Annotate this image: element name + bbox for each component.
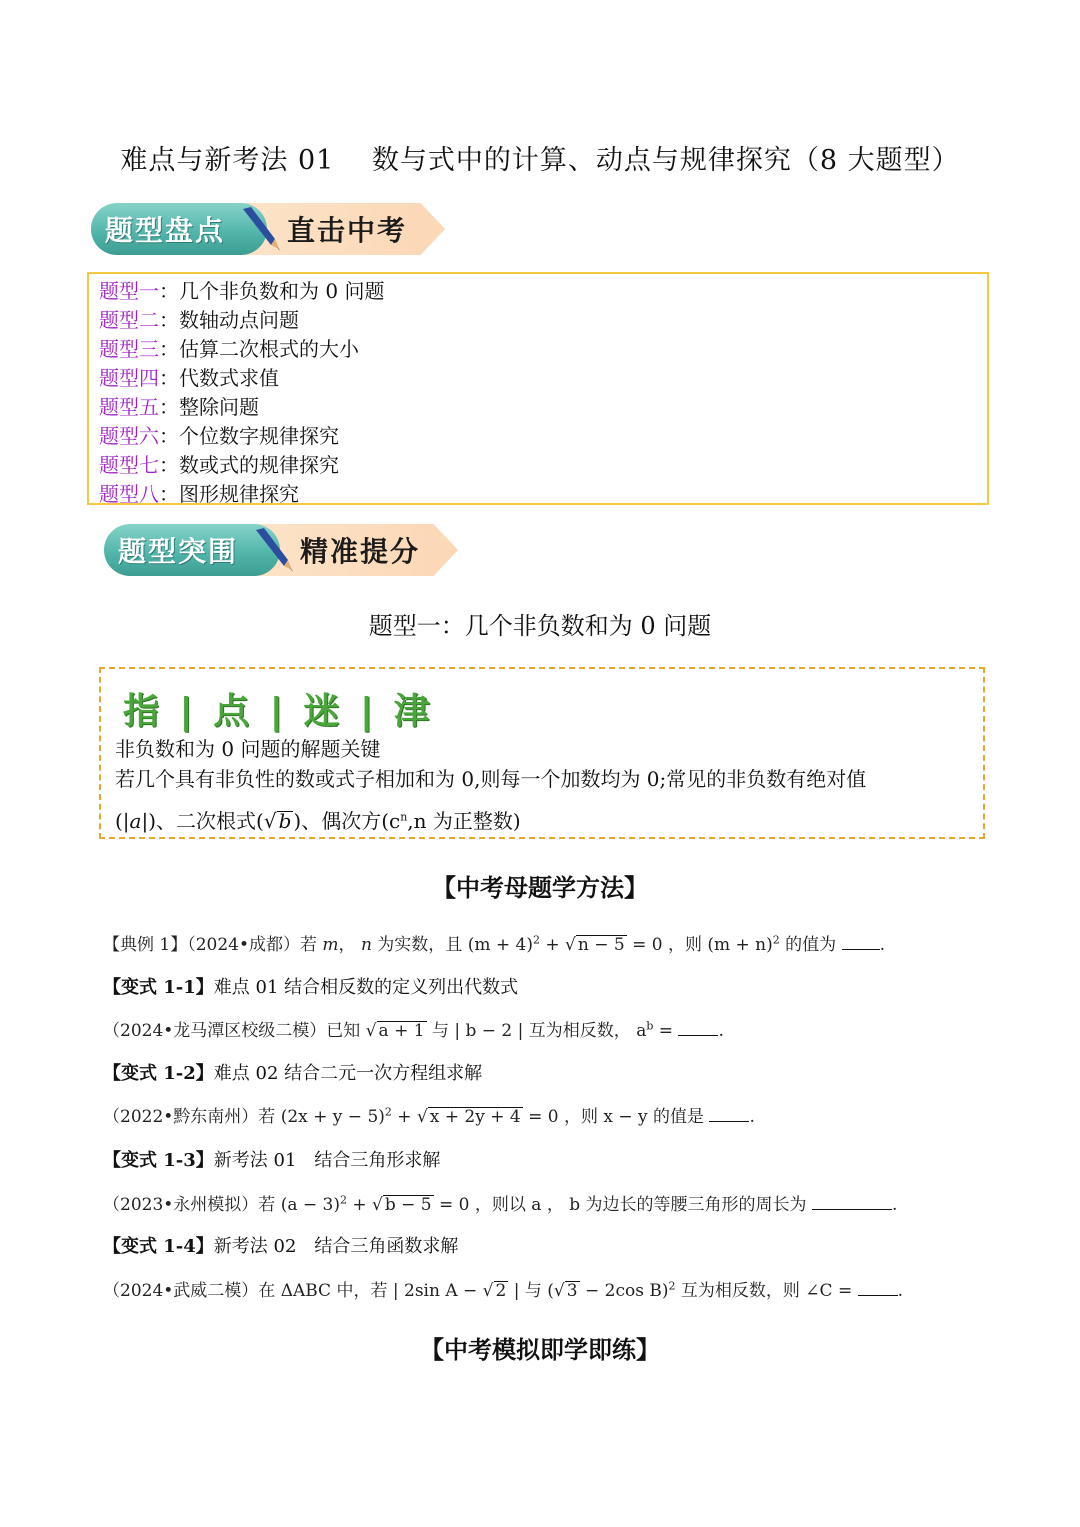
document-title: 难点与新考法 01 数与式中的计算、动点与规律探究（8 大题型） <box>120 145 960 176</box>
variant-heading: 【变式 1-3】新考法 01 结合三角形求解 <box>103 1150 441 1171</box>
list-item[interactable]: 题型六：个位数字规律探究 <box>99 424 339 448</box>
variant-question: （2023•永州模拟）若 $(a - 3)^2$ + √ b − 5 = 0 ，则以 a ， b 为边长的等腰三角形的周长为 . <box>103 1193 898 1215</box>
tip-box <box>99 667 985 839</box>
section-banner-practice <box>104 520 458 580</box>
variant-question: （2022•黔东南州）若 $(2x + y - 5)^2$ + √ x + 2y + 4 = 0 ，则 x − y 的值是 . <box>103 1105 755 1127</box>
variant-heading: 【变式 1-4】新考法 02 结合三角函数求解 <box>103 1236 459 1257</box>
list-item[interactable]: 题型五：整除问题 <box>99 395 259 419</box>
question-type-list <box>87 272 989 505</box>
variant-question: （2024•武威二模）在 ΔABC 中，若 | 2sin A − √ 2 | 与 (√ 3 − 2cos B)$^2$ 互为相反数，则 ∠C = . <box>103 1279 904 1301</box>
variant-heading: 【变式 1-2】难点 02 结合二元一次方程组求解 <box>103 1063 483 1084</box>
list-item[interactable]: 题型一：几个非负数和为 0 问题 <box>99 279 385 303</box>
answer-blank[interactable] <box>678 1021 718 1036</box>
banner-right-text: 直击中考 <box>287 214 408 247</box>
pen-icon <box>250 526 296 574</box>
banner-left-text: 题型盘点 <box>105 214 226 247</box>
tip-line-1: 非负数和为 0 问题的解题关键 <box>115 737 381 761</box>
variant-question: （2024•龙马潭区校级二模）已知 √ a + 1 与 | b − 2 | 互为相反数， $a^b$ = . <box>103 1019 724 1041</box>
answer-blank[interactable] <box>709 1107 749 1122</box>
practice-heading: 【中考模拟即学即练】 <box>420 1335 660 1364</box>
tip-line-2: 若几个具有非负性的数或式子相加和为 0,则每一个加数均为 0;常见的非负数有绝对值 <box>115 767 867 791</box>
list-item[interactable]: 题型三：估算二次根式的大小 <box>99 337 359 361</box>
answer-blank[interactable] <box>858 1281 898 1296</box>
section-banner-overview <box>91 199 445 259</box>
list-item[interactable]: 题型七：数或式的规律探究 <box>99 453 339 477</box>
list-item[interactable]: 题型四：代数式求值 <box>99 366 279 390</box>
tip-heading: 指 | 点 | 迷 | 津 <box>123 691 434 732</box>
example-question: 【典例 1】（2024•成都）若 m， n 为实数，且 $(m + 4)^2$ + √ n − 5 = 0 ，则 $(m + n)^2$ 的值为 . <box>103 933 885 955</box>
list-item[interactable]: 题型八：图形规律探究 <box>99 482 299 506</box>
mother-question-heading: 【中考母题学方法】 <box>432 873 648 902</box>
answer-blank[interactable] <box>842 935 880 950</box>
answer-blank[interactable] <box>812 1195 892 1210</box>
banner-right-text: 精准提分 <box>300 535 421 568</box>
pen-icon <box>237 205 283 253</box>
section-title: 题型一：几个非负数和为 0 问题 <box>368 612 712 640</box>
tip-line-3: (|a|)、二次根式(√ b )、偶次方($c^n,n$ 为正整数) <box>115 809 521 833</box>
list-item[interactable]: 题型二：数轴动点问题 <box>99 308 299 332</box>
banner-left-text: 题型突围 <box>118 535 239 568</box>
variant-heading: 【变式 1-1】难点 01 结合相反数的定义列出代数式 <box>103 977 519 998</box>
